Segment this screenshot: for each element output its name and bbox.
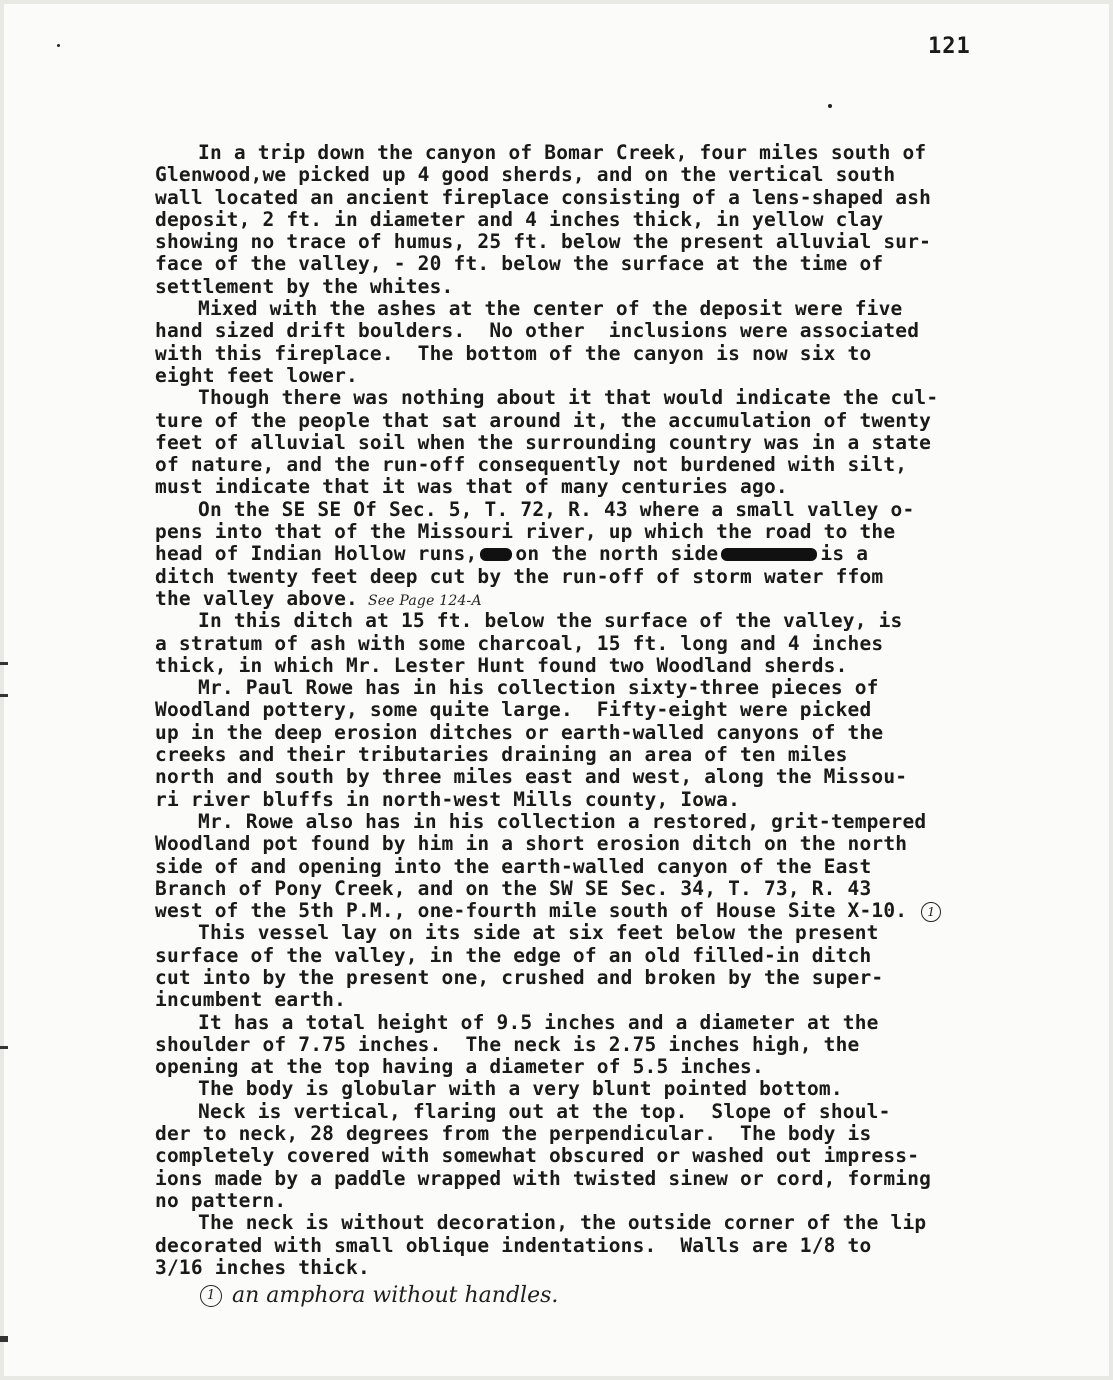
- scan-edge-mark: [0, 1046, 8, 1049]
- text-line: no pattern.: [155, 1188, 287, 1212]
- text-line: ditch twenty feet deep cut by the run-off of storm water ffom: [155, 564, 884, 588]
- text-line: deposit, 2 ft. in diameter and 4 inches thick, in yellow clay: [155, 207, 884, 231]
- scan-edge-mark: [0, 662, 8, 665]
- text-line: creeks and their tributaries draining an area of ten miles: [155, 743, 848, 767]
- text-line: Woodland pottery, some quite large. Fifty-eight were picked: [155, 698, 872, 722]
- text-line: completely covered with somewhat obscured or washed out impress-: [155, 1144, 920, 1168]
- page-number: 121: [928, 34, 971, 59]
- text-line: wall located an ancient fireplace consisting of a lens-shaped ash: [155, 185, 932, 209]
- handwritten-page-reference: See Page 124-A: [367, 592, 482, 609]
- text-segment: west of the 5th P.M., one-fourth mile south of House Site X-10.: [155, 899, 908, 923]
- typed-body-text: [155, 142, 1035, 1279]
- text-line: Neck is vertical, flaring out at the top. Slope of shoul-: [198, 1099, 891, 1123]
- footnote-reference-mark: 1: [921, 902, 941, 922]
- text-line: The neck is without decoration, the outside corner of the lip: [198, 1211, 927, 1235]
- text-line: settlement by the whites.: [155, 274, 454, 298]
- text-line: Woodland pot found by him in a short erosion ditch on the north: [155, 832, 908, 856]
- text-line: side of and opening into the earth-walled canyon of the East: [155, 854, 872, 878]
- text-line: In this ditch at 15 ft. below the surface of the valley, is: [198, 609, 903, 633]
- redaction-mark: [480, 548, 512, 561]
- scan-edge-mark: [0, 1336, 8, 1342]
- text-line: Mr. Paul Rowe has in his collection sixty-three pieces of: [198, 676, 879, 700]
- text-line: 3/16 inches thick.: [155, 1255, 370, 1279]
- scan-edge-mark: [0, 694, 8, 697]
- text-line: Mixed with the ashes at the center of the deposit were five: [198, 297, 903, 321]
- text-line: a stratum of ash with some charcoal, 15 ft. long and 4 inches: [155, 631, 884, 655]
- text-line: north and south by three miles east and west, along the Missou-: [155, 765, 908, 789]
- text-line: ture of the people that sat around it, the accumulation of twenty: [155, 408, 932, 432]
- text-line: Mr. Rowe also has in his collection a restored, grit-tempered: [198, 809, 927, 833]
- text-line: opening at the top having a diameter of 5.5 inches.: [155, 1055, 764, 1079]
- handwritten-footnote: [200, 1283, 558, 1308]
- text-line: must indicate that it was that of many centuries ago.: [155, 475, 788, 499]
- text-line-with-note: [155, 588, 1035, 610]
- footnote-mark: 1: [200, 1285, 222, 1307]
- text-line: cut into by the present one, crushed and broken by the super-: [155, 965, 884, 989]
- text-line: In a trip down the canyon of Bomar Creek, four miles south of: [198, 141, 927, 164]
- text-line: feet of alluvial soil when the surrounding country was in a state: [155, 430, 932, 454]
- scan-speck: [828, 104, 832, 108]
- text-line: surface of the valley, in the edge of an old filled-in ditch: [155, 943, 872, 967]
- text-line: It has a total height of 9.5 inches and a diameter at the: [198, 1010, 879, 1034]
- text-line: ri river bluffs in north-west Mills county, Iowa.: [155, 787, 741, 811]
- footnote-text: an amphora without handles.: [232, 1283, 559, 1308]
- text-line: face of the valley, - 20 ft. below the surface at the time of: [155, 252, 884, 276]
- redaction-mark: [721, 548, 817, 561]
- text-line: Glenwood,we picked up 4 good sherds, and on the vertical south: [155, 163, 896, 187]
- text-line-with-mark: [155, 900, 1035, 922]
- text-line: thick, in which Mr. Lester Hunt found two Woodland sherds.: [155, 653, 848, 677]
- text-line: of nature, and the run-off consequently not burdened with silt,: [155, 453, 908, 477]
- text-line: incumbent earth.: [155, 988, 347, 1012]
- text-segment: on the north side: [515, 542, 719, 566]
- scan-speck: [57, 44, 60, 47]
- text-line: hand sized drift boulders. No other inclusions were associated: [155, 319, 920, 343]
- text-line: On the SE SE Of Sec. 5, T. 72, R. 43 where a small valley o-: [198, 497, 915, 521]
- text-line: Branch of Pony Creek, and on the SW SE Sec. 34, T. 73, R. 43: [155, 876, 872, 900]
- text-segment: head of Indian Hollow runs,: [155, 542, 478, 566]
- text-line: der to neck, 28 degrees from the perpendicular. The body is: [155, 1122, 872, 1146]
- text-segment: is a: [820, 542, 869, 566]
- text-line: pens into that of the Missouri river, up which the road to the: [155, 520, 896, 544]
- text-segment: the valley above.: [155, 586, 358, 610]
- text-line: shoulder of 7.75 inches. The neck is 2.75 inches high, the: [155, 1032, 860, 1056]
- text-line-redacted: [155, 543, 1035, 565]
- text-line: ions made by a paddle wrapped with twisted sinew or cord, forming: [155, 1166, 932, 1190]
- text-line: eight feet lower.: [155, 363, 358, 387]
- text-line: with this fireplace. The bottom of the canyon is now six to: [155, 341, 872, 365]
- text-line: This vessel lay on its side at six feet below the present: [198, 921, 879, 945]
- text-line: decorated with small oblique indentations. Walls are 1/8 to: [155, 1233, 872, 1257]
- text-line: up in the deep erosion ditches or earth-walled canyons of the: [155, 720, 884, 744]
- text-line: Though there was nothing about it that would indicate the cul-: [198, 386, 939, 410]
- text-line: The body is globular with a very blunt pointed bottom.: [198, 1077, 843, 1101]
- text-line: showing no trace of humus, 25 ft. below the present alluvial sur-: [155, 230, 932, 254]
